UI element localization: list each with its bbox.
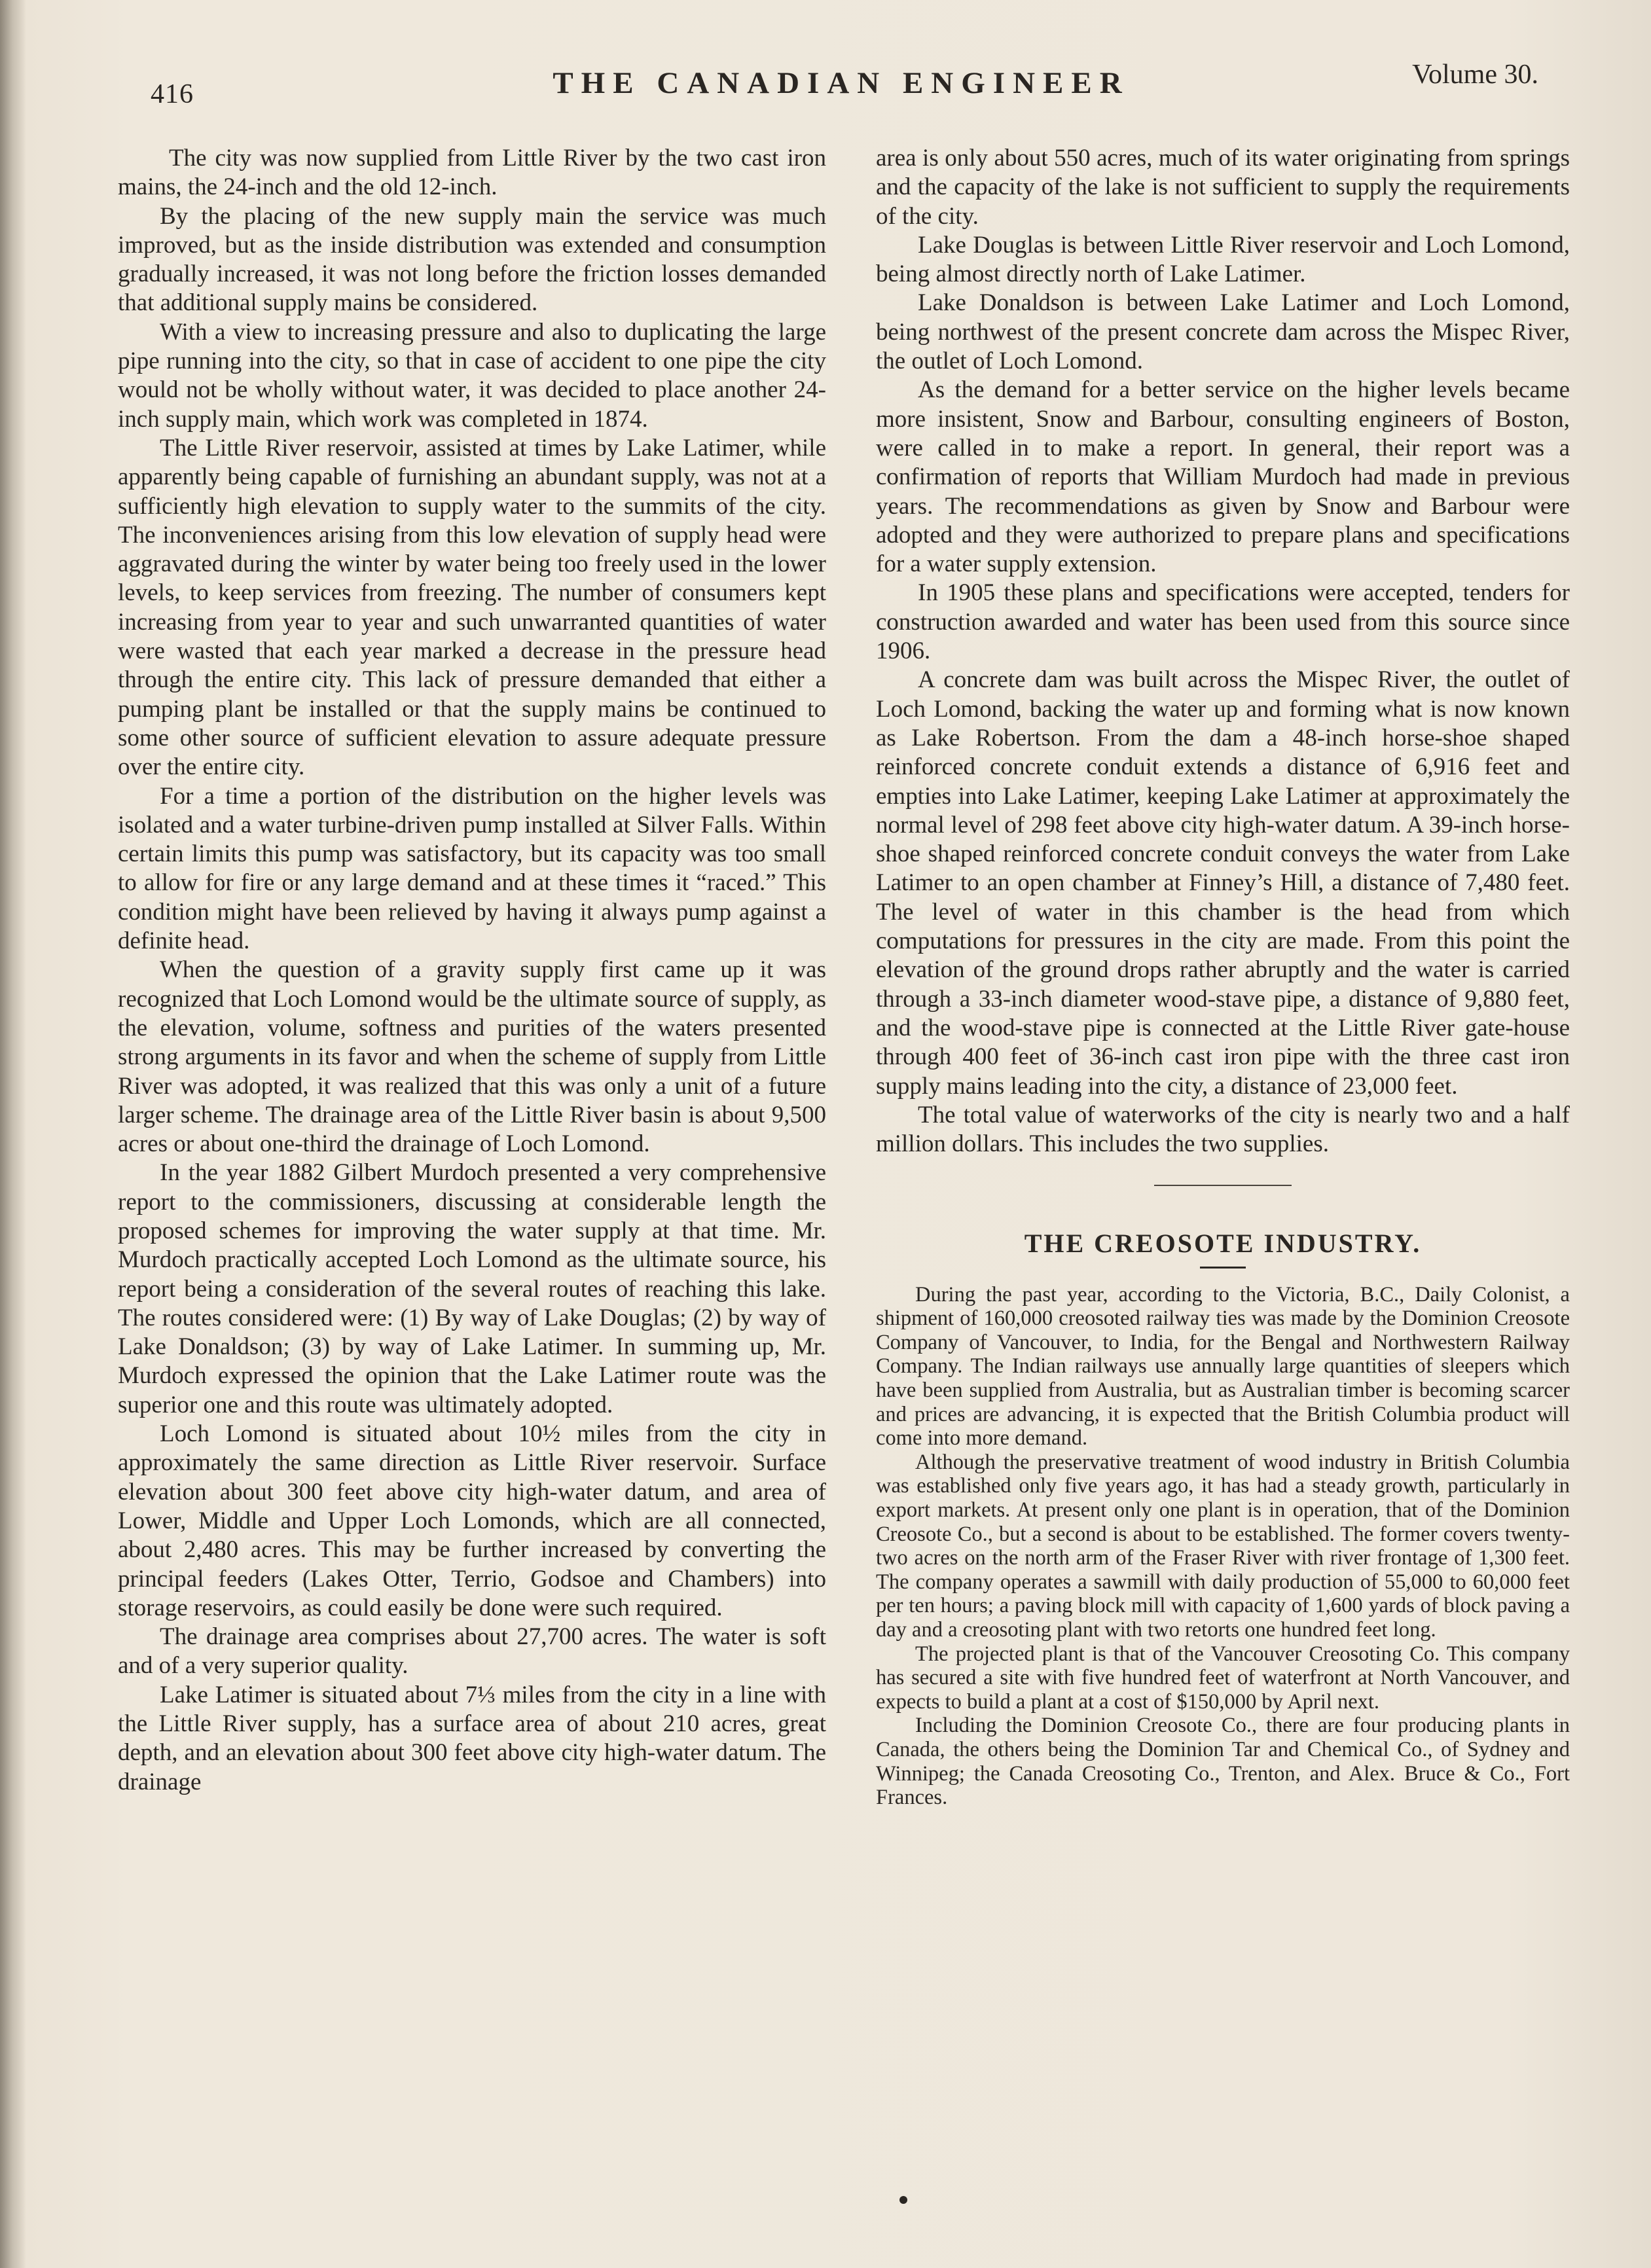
paragraph: In 1905 these plans and specifications were accepted, tenders for construction awarded and water has been used from this source since 1906. (876, 579, 1570, 665)
volume-label: Volume 30. (1412, 60, 1538, 90)
paragraph: Lake Donaldson is between Lake Latimer and Loch Lomond, being northwest of the present concrete dam across the Mispec River, the outlet of Loch Lomond. (876, 289, 1570, 375)
paragraph: area is only about 550 acres, much of its water originating from springs and the capacity of the lake is not sufficient to supply the requirements of the city. (876, 145, 1570, 230)
paragraph: A concrete dam was built across the Mispec River, the outlet of Loch Lomond, backing the water up and forming what is now known as Lake Robertson. From the dam a 48-inch horse-shoe shaped reinforced concrete conduit extends a distance of 6,916 feet and empties into Lake Latimer, keeping Lake Latimer at approximately the normal level of 298 feet above city high-water datum. A 39-inch horse-shoe shaped reinforced concrete conduit conveys the water from Lake Latimer to an open chamber at Finney’s Hill, a distance of 7,480 feet. The level of water in this chamber is the head from which computations for pressures in the city are made. From this point the elevation of the ground drops rather abruptly and the water is carried through a 33-inch diameter wood-stave pipe, a distance of 9,880 feet, and the wood-stave pipe is connected at the Little River gate-house through 400 feet of 36-inch cast iron pipe with the three cast iron supply mains leading into the city, a distance of 23,000 feet. (876, 666, 1570, 1100)
paragraph: The projected plant is that of the Vancouver Creosoting Co. This company has secured a site with five hundred feet of waterfront at North Vancouver, and expects to build a plant at a cost of $150,000 by April next. (876, 1642, 1570, 1714)
paragraph: Although the preservative treatment of wood industry in British Columbia was established only five years ago, it has had a steady growth, particularly in export markets. At present only one plant is in operation, that of the Dominion Creosote Co., but a second is about to be established. The former covers twenty-two acres on the north arm of the Fraser River with river frontage of 1,300 feet. The company operates a sawmill with daily production of 55,000 to 60,000 feet per ten hours; a paving block mill with capacity of 1,600 yards of block paving a day and a creosoting plant with two retorts one hundred feet long. (876, 1450, 1570, 1642)
paragraph: By the placing of the new supply main the service was much improved, but as the inside distribution was extended and consumption gradually increased, it was not long before the friction losses demanded that additional supply mains be considered. (118, 202, 826, 317)
right-column (876, 144, 1570, 1810)
page-header (144, 59, 1538, 118)
section-divider (1154, 1185, 1292, 1186)
paragraph: Lake Latimer is situated about 7⅓ miles from the city in a line with the Little River supply, has a surface area of about 210 acres, great depth, and an elevation about 300 feet above city high-water datum. The drainage (118, 1681, 826, 1795)
paragraph: The drainage area comprises about 27,700 acres. The water is soft and of a very superior quality. (118, 1623, 826, 1680)
paragraph: Loch Lomond is situated about 10½ miles from the city in approximately the same direction as Little River reservoir. Surface elevation about 300 feet above city high-water datum, and area of Lower, Middle and Upper Loch Lomonds, which are all connected, about 2,480 acres. This may be further increased by converting the principal feeders (Lakes Otter, Terrio, Godsoe and Chambers) into storage reservoirs, as could easily be done were such required. (118, 1420, 826, 1621)
paragraph: The total value of waterworks of the city is nearly two and a half million dollars. This includes the two supplies. (876, 1101, 1570, 1158)
paragraph: During the past year, according to the Victoria, B.C., Daily Colonist, a shipment of 160,000 creosoted railway ties was made by the Dominion Creosote Company of Vancouver, to India, for the Bengal and Northwestern Railway Company. The Indian railways use annually large quantities of sleepers which have been supplied from Australia, but as Australian timber is becoming scarcer and prices are advancing, it is expected that the British Columbia product will come into more demand. (876, 1282, 1570, 1450)
ink-dot (899, 2196, 907, 2204)
paragraph: As the demand for a better service on the higher levels became more insistent, Snow and Barbour, consulting engineers of Boston, were called in to make a report. In general, their report was a confirmation of reports that William Murdoch had made in previous years. The recommendations as given by Snow and Barbour were adopted and they were authorized to prepare plans and specifications for a water supply extension. (876, 376, 1570, 578)
paragraph: Including the Dominion Creosote Co., there are four producing plants in Canada, the others being the Dominion Tar and Chemical Co., of Sydney and Winnipeg; the Canada Creosoting Co., Trenton, and Alex. Bruce & Co., Fort Frances. (876, 1714, 1570, 1810)
creosote-article-body (876, 1283, 1570, 1810)
paragraph: The Little River reservoir, assisted at times by Lake Latimer, while apparently being capable of furnishing an abundant supply, was not at a sufficiently high elevation to supply water to the summits of the city. The inconveniences arising from this low elevation of supply head were aggravated during the winter by water being too freely used in the lower levels, to keep services from freezing. The number of consumers kept increasing from year to year and such unwarranted quantities of water were wasted that each year marked a decrease in the pressure head through the entire city. This lack of pressure demanded that either a pumping plant be installed or that the supply mains be continued to some other source of sufficient elevation to assure adequate pressure over the entire city. (118, 434, 826, 781)
paragraph: When the question of a gravity supply first came up it was recognized that Loch Lomond would be the ultimate source of supply, as the elevation, volume, softness and purities of the waters presented strong arguments in its favor and when the scheme of supply from Little River was adopted, it was realized that this was only a unit of a future larger scheme. The drainage area of the Little River basin is about 9,500 acres or about one-third the drainage of Loch Lomond. (118, 956, 826, 1158)
title-rule (1200, 1267, 1246, 1269)
paragraph: Lake Douglas is between Little River reservoir and Loch Lomond, being almost directly north of Lake Latimer. (876, 231, 1570, 288)
paragraph: In the year 1882 Gilbert Murdoch presented a very comprehensive report to the commissioners, discussing at considerable length the proposed schemes for improving the water supply at that time. Mr. Murdoch practically accepted Loch Lomond as the ultimate source, his report being a consideration of the several routes of reaching this lake. The routes considered were: (1) By way of Lake Douglas; (2) by way of Lake Donaldson; (3) by way of Lake Latimer. In summing up, Mr. Murdoch expressed the opinion that the Lake Latimer route was the superior one and this route was ultimately adopted. (118, 1159, 826, 1418)
paragraph: With a view to increasing pressure and also to duplicating the large pipe running into the city, so that in case of accident to one pipe the city would not be wholly without water, it was decided to place another 24-inch supply main, which work was completed in 1874. (118, 318, 826, 433)
running-title: THE CANADIAN ENGINEER (553, 66, 1130, 100)
binding-gutter-shadow (0, 0, 26, 2268)
page-number: 416 (151, 79, 194, 109)
left-column (118, 144, 826, 1797)
paragraph: The city was now supplied from Little River by the two cast iron mains, the 24-inch and the old 12-inch. (118, 145, 826, 201)
paragraph: For a time a portion of the distribution on the higher levels was isolated and a water turbine-driven pump installed at Silver Falls. Within certain limits this pump was satisfactory, but its capacity was too small to allow for fire or any large demand and at these times it “raced.” This condition might have been relieved by having it always pump against a definite head. (118, 782, 826, 955)
article-title: THE CREOSOTE INDUSTRY. (1024, 1229, 1422, 1259)
